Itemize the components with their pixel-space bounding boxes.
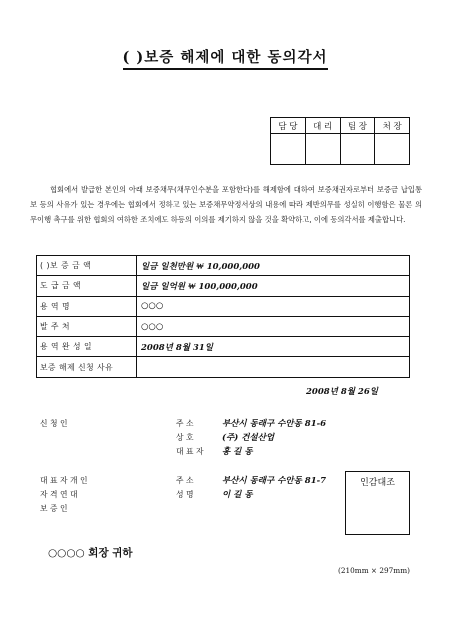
table-row bbox=[37, 276, 410, 296]
applicant-address-key: 주 소 bbox=[176, 419, 194, 428]
row-value: ○○○ bbox=[137, 316, 410, 336]
guarantee-table bbox=[36, 255, 410, 378]
approval-table bbox=[270, 117, 410, 165]
table-row bbox=[37, 256, 410, 276]
approval-cell-4 bbox=[375, 134, 410, 165]
approval-cell-2 bbox=[305, 134, 340, 165]
table-row bbox=[37, 337, 410, 357]
row-label: 용 역 완 성 일 bbox=[37, 337, 137, 357]
seal-box-label: 인감대조 bbox=[360, 478, 395, 488]
approval-cell-3 bbox=[340, 134, 375, 165]
guarantor-name: 이 길 동 bbox=[222, 490, 253, 500]
ceo-name: 홍 길 동 bbox=[222, 447, 253, 457]
paper-size-note: (210mm × 297mm) bbox=[338, 566, 410, 575]
seal-comparison-box bbox=[345, 471, 410, 535]
ceo-key: 대 표 자 bbox=[176, 447, 204, 456]
company-key: 상 호 bbox=[176, 433, 194, 442]
applicant-label: 신 청 인 bbox=[40, 419, 68, 428]
row-label: 용 역 명 bbox=[37, 296, 137, 316]
row-label: ( )보 증 금 액 bbox=[37, 256, 137, 276]
agreement-paragraph bbox=[30, 182, 422, 227]
guarantor-address-key: 주 소 bbox=[176, 476, 194, 485]
guarantor-address: 부산시 동래구 수안동 81-7 bbox=[222, 476, 327, 486]
row-label: 도 급 금 액 bbox=[37, 276, 137, 296]
addressee: ○○○○ 회장 귀하 bbox=[48, 547, 133, 559]
table-row bbox=[37, 296, 410, 316]
applicant-address: 부산시 동래구 수안동 81-6 bbox=[222, 419, 327, 429]
table-row bbox=[37, 316, 410, 336]
approval-header-3: 팀 장 bbox=[340, 118, 375, 134]
approval-header-1: 담 당 bbox=[271, 118, 306, 134]
document-title bbox=[0, 46, 450, 70]
row-value: ○○○ bbox=[137, 296, 410, 316]
table-row bbox=[37, 357, 410, 377]
guarantor-label: 보 증 인 bbox=[40, 504, 68, 513]
title-text: ( )보증 해제에 대한 동의각서 bbox=[123, 46, 328, 70]
company-name: (주) 건설산업 bbox=[222, 433, 275, 443]
row-value: 일금 일천만원 ₩ 10,000,000 bbox=[137, 256, 410, 276]
rep-personal-label: 대 표 자 개 인 bbox=[40, 476, 88, 485]
row-value: 일금 일억원 ₩ 100,000,000 bbox=[137, 276, 410, 296]
approval-cell-1 bbox=[271, 134, 306, 165]
row-label: 발 주 처 bbox=[37, 316, 137, 336]
row-value bbox=[137, 357, 410, 377]
submission-date: 2008년 8월 26일 bbox=[306, 387, 378, 397]
guarantor-name-key: 성 명 bbox=[176, 490, 194, 499]
qualification-label: 자 격 연 대 bbox=[40, 490, 78, 499]
row-value: 2008년 8월 31일 bbox=[137, 337, 410, 357]
approval-header-4: 처 장 bbox=[375, 118, 410, 134]
paragraph-text: 협회에서 발급한 본인의 아래 보증채무(채무인수분을 포함한다)를 해제함에 대하여 보증채권자로부터 보증금 납입통보 등의 사유가 있는 경우에는 협회에서 정하고 있는 보증채무약정서상의 내용에 따라 제반의무를 성실히 이행함은 물론 의무이행 촉구를 위한 협회의 여하한 조치에도 하등의 이의를 제기하지 않을 것을 확약하고, 이에 동의각서를 제출합니다. bbox=[30, 185, 422, 224]
approval-header-2: 대 리 bbox=[305, 118, 340, 134]
row-label: 보증 해제 신청 사유 bbox=[37, 357, 137, 377]
